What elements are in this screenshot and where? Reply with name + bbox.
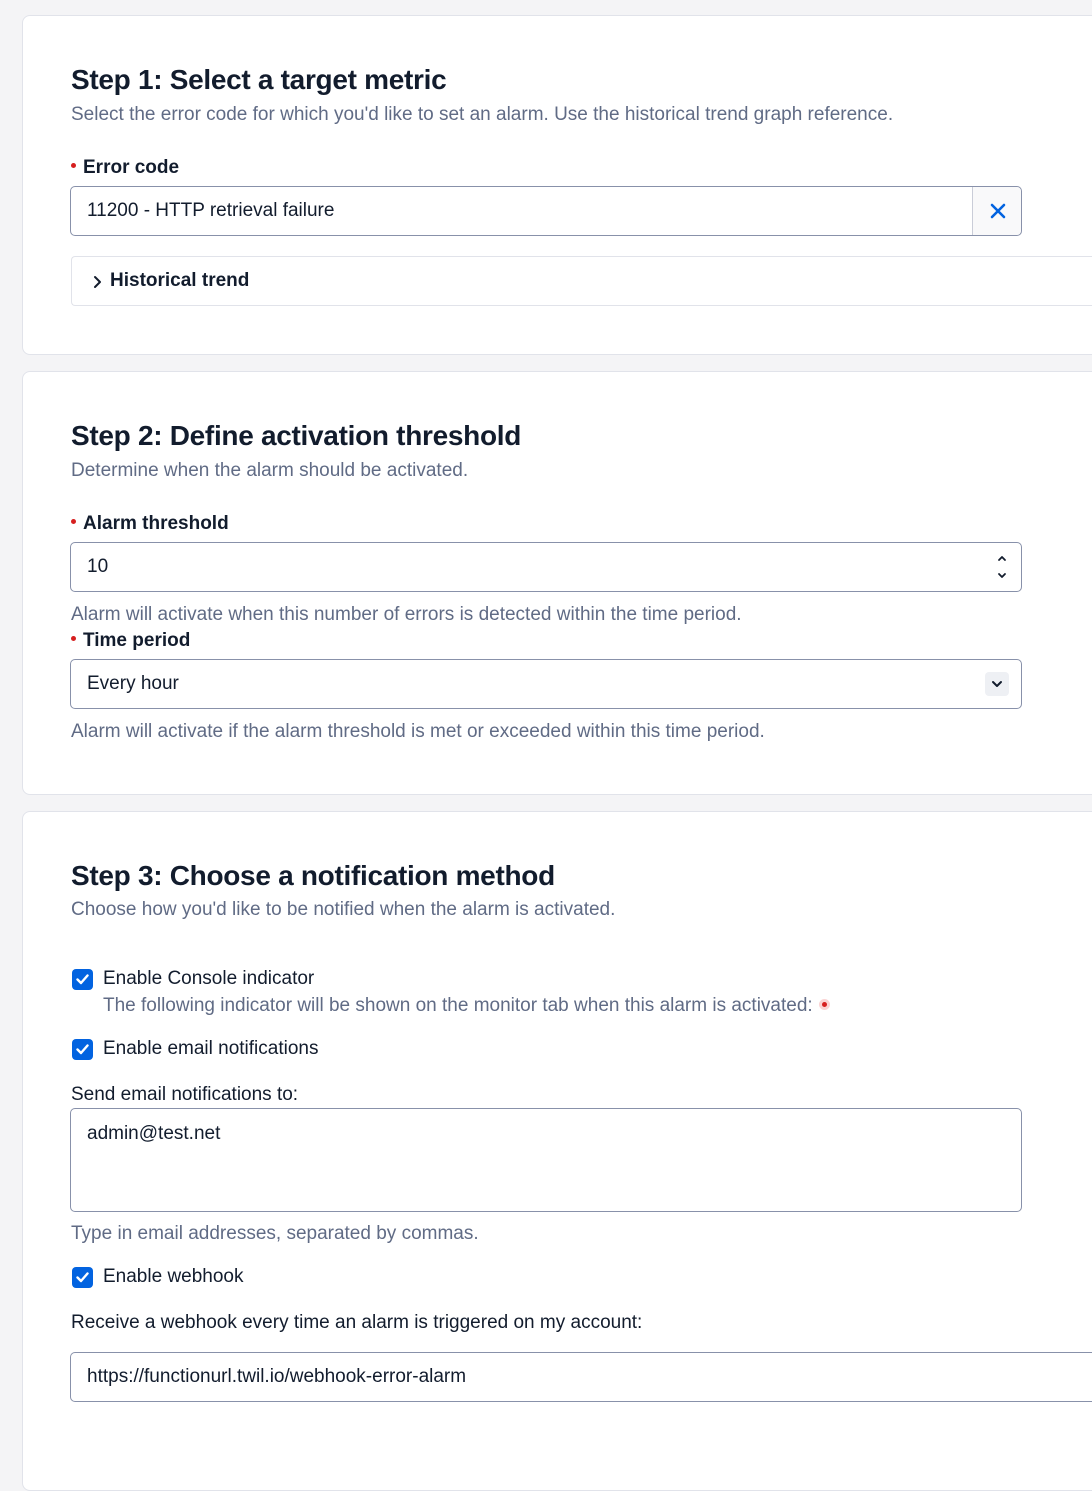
step3-title: Step 3: Choose a notification method bbox=[71, 860, 555, 891]
email-recipients-value: admin@test.net bbox=[87, 1123, 221, 1144]
checkmark-icon bbox=[76, 1044, 89, 1055]
required-indicator bbox=[71, 636, 76, 641]
time-period-select[interactable] bbox=[70, 659, 1022, 709]
step1-description: Select the error code for which you'd like to set an alarm. Use the historical trend graph reference. bbox=[71, 104, 894, 125]
webhook-url-input[interactable] bbox=[70, 1352, 1092, 1402]
console-indicator-help bbox=[103, 995, 830, 1017]
close-icon bbox=[990, 203, 1006, 219]
step3-card bbox=[22, 811, 1092, 1491]
number-stepper-icon[interactable] bbox=[995, 551, 1009, 583]
console-indicator-help-text: The following indicator will be shown on the monitor tab when this alarm is activated: bbox=[103, 995, 813, 1016]
webhook-description: Receive a webhook every time an alarm is triggered on my account: bbox=[71, 1312, 643, 1333]
time-period-label bbox=[71, 630, 190, 652]
checkmark-icon bbox=[76, 974, 89, 985]
console-indicator-checkbox[interactable] bbox=[72, 969, 93, 990]
email-notifications-checkbox[interactable] bbox=[72, 1039, 93, 1060]
webhook-label[interactable]: Enable webhook bbox=[103, 1266, 244, 1287]
email-recipients-textarea[interactable] bbox=[70, 1108, 1022, 1212]
step1-title: Step 1: Select a target metric bbox=[71, 64, 447, 95]
alarm-threshold-label bbox=[71, 513, 229, 535]
chevron-down-icon bbox=[985, 672, 1009, 696]
error-code-label bbox=[71, 157, 179, 179]
console-indicator-label[interactable]: Enable Console indicator bbox=[103, 968, 315, 989]
step2-title: Step 2: Define activation threshold bbox=[71, 420, 522, 451]
time-period-label-text: Time period bbox=[83, 630, 191, 651]
error-code-value: 11200 - HTTP retrieval failure bbox=[87, 200, 335, 221]
email-recipients-label: Send email notifications to: bbox=[71, 1084, 299, 1105]
alarm-threshold-input[interactable] bbox=[70, 542, 1022, 592]
webhook-url-value: https://functionurl.twil.io/webhook-error-alarm bbox=[87, 1366, 467, 1387]
step1-card bbox=[22, 15, 1092, 355]
error-code-label-text: Error code bbox=[83, 157, 180, 178]
checkmark-icon bbox=[76, 1272, 89, 1283]
email-notifications-label[interactable]: Enable email notifications bbox=[103, 1038, 319, 1059]
email-recipients-help: Type in email addresses, separated by commas. bbox=[71, 1223, 479, 1244]
chevron-right-icon bbox=[92, 275, 102, 289]
alarm-threshold-value: 10 bbox=[87, 556, 109, 577]
required-indicator bbox=[71, 163, 76, 168]
required-indicator bbox=[71, 519, 76, 524]
historical-trend-disclosure[interactable] bbox=[71, 256, 1092, 306]
webhook-checkbox[interactable] bbox=[72, 1267, 93, 1288]
step2-description: Determine when the alarm should be activated. bbox=[71, 460, 469, 481]
historical-trend-label: Historical trend bbox=[110, 270, 250, 291]
clear-selection-button[interactable] bbox=[972, 187, 1021, 235]
time-period-help: Alarm will activate if the alarm threshold is met or exceeded within this time period. bbox=[71, 721, 765, 742]
step3-description: Choose how you'd like to be notified when the alarm is activated. bbox=[71, 899, 616, 920]
time-period-value: Every hour bbox=[87, 673, 179, 694]
alarm-threshold-label-text: Alarm threshold bbox=[83, 513, 229, 534]
error-code-combobox[interactable] bbox=[70, 186, 1022, 236]
alarm-indicator-icon bbox=[819, 999, 830, 1010]
step2-card bbox=[22, 371, 1092, 795]
alarm-threshold-help: Alarm will activate when this number of errors is detected within the time period. bbox=[71, 604, 742, 625]
